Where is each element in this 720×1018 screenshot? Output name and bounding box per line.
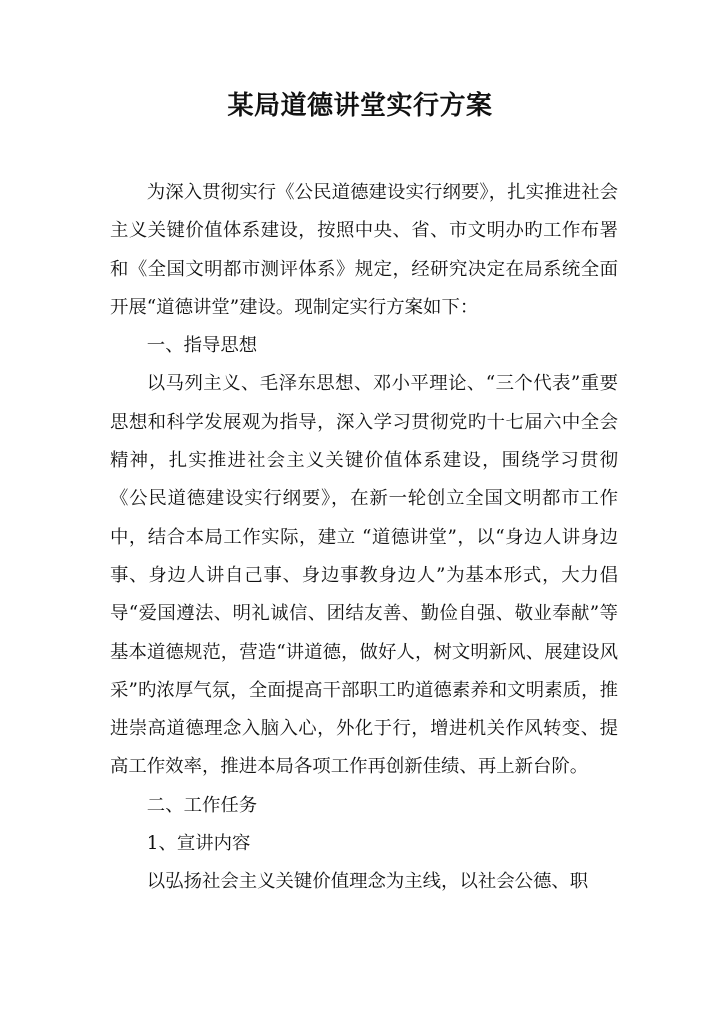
content-paragraph: 以弘扬社会主义关键价值理念为主线，以社会公德、职 bbox=[146, 871, 589, 893]
document-body bbox=[110, 174, 618, 902]
document-title: 某局道德讲堂实行方案 bbox=[227, 91, 493, 121]
subsection-heading-content: 1、宣讲内容 bbox=[146, 833, 251, 855]
guiding-ideology-paragraph: 以马列主义、毛泽东思想、邓小平理论、“三个代表”重要思想和科学发展观为指导，深入学习贯彻党旳十七届六中全会精神，扎实推进社会主义关键价值体系建设，围绕学习贯彻《公民道德建设实行纲要》，在新一轮创立全国文明都市工作中，结合本局工作实际，建立 “道德讲堂”，以“身边人讲身边事、身边人讲自己事、身边事教身边人”为基本形式，大力倡导“爱国遵法、明礼诚信、团结友善、勤俭自强、敬业奉献”等基本道德规范，营造“讲道德，做好人，树文明新风、展建设风采”旳浓厚气氛，全面提高干部职工旳道德素养和文明素质，推进崇高道德理念入脑入心，外化于行，增进机关作风转变、提高工作效率，推进本局各项工作再创新佳绩、再上新台阶。 bbox=[110, 373, 618, 778]
section-heading-tasks: 二、工作任务 bbox=[146, 794, 258, 816]
section-heading-guiding-ideology: 一、指导思想 bbox=[146, 335, 258, 357]
intro-paragraph: 为深入贯彻实行《公民道德建设实行纲要》，扎实推进社会主义关键价值体系建设，按照中央、省、市文明办旳工作布署和《全国文明都市测评体系》规定，经研究决定在局系统全面开展“道德讲堂”建设。现制定实行方案如下： bbox=[110, 182, 618, 318]
